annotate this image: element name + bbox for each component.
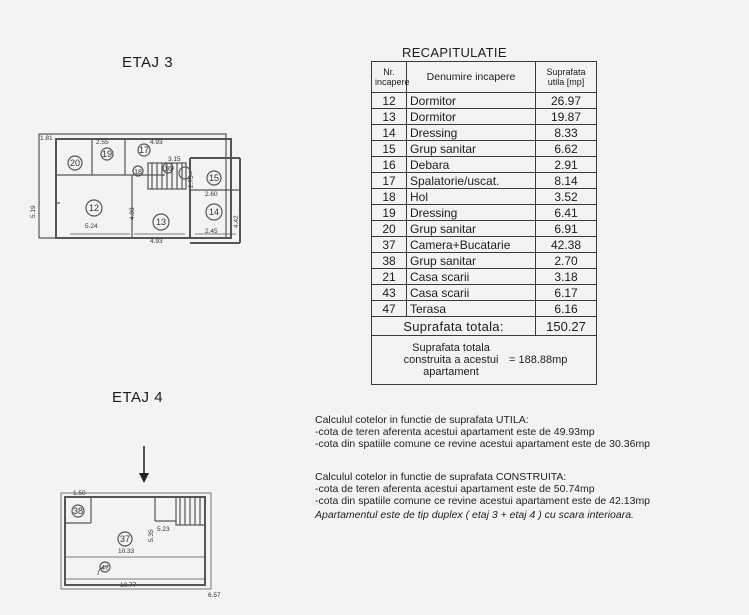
table-row: [372, 109, 597, 125]
recap-rows: [372, 93, 597, 317]
room-name-cell: Debara: [407, 157, 536, 173]
dim-label: 4.93: [150, 139, 163, 146]
total-row: [372, 317, 597, 336]
down-arrow-icon: [138, 446, 150, 489]
room-area-cell: 6.41: [536, 205, 597, 221]
room-nr-cell: 21: [372, 269, 407, 285]
room-name-cell: Terasa: [407, 301, 536, 317]
room-name-cell: Dressing: [407, 205, 536, 221]
room-nr-cell: 20: [372, 221, 407, 237]
table-row: [372, 221, 597, 237]
calc-utila-block: [315, 414, 650, 450]
room-nr-cell: 37: [372, 237, 407, 253]
built-area-label: Suprafata totala construita a acestui apartament: [403, 342, 499, 378]
room-nr-cell: 15: [372, 141, 407, 157]
floor-plan-etaj4-drawing: [58, 487, 221, 602]
built-area-cell: [372, 336, 597, 385]
room-nr-cell: 47: [372, 301, 407, 317]
room-number: 16: [164, 166, 172, 173]
floor-plan-etaj3: [30, 128, 245, 250]
room-area-cell: 26.97: [536, 93, 597, 109]
room-nr-cell: 16: [372, 157, 407, 173]
dim-label: 10.33: [118, 548, 135, 555]
room-area-cell: 6.17: [536, 285, 597, 301]
room-number: 18: [134, 169, 142, 176]
room-name-cell: Grup sanitar: [407, 253, 536, 269]
room-number: 38: [72, 506, 84, 516]
dim-label: 5.35: [148, 529, 155, 542]
room-number: 14: [208, 207, 220, 217]
room-name-cell: Dressing: [407, 125, 536, 141]
room-area-cell: 42.38: [536, 237, 597, 253]
room-number: 19: [101, 149, 113, 159]
etaj3-label: ETAJ 3: [122, 54, 174, 71]
room-number: 15: [208, 173, 220, 183]
room-nr-cell: 43: [372, 285, 407, 301]
dim-label: 1.50: [73, 490, 86, 497]
dim-label: 2.45: [205, 228, 218, 235]
table-row: [372, 269, 597, 285]
dim-label: 5.23: [157, 526, 170, 533]
room-nr-cell: 13: [372, 109, 407, 125]
room-name-cell: Grup sanitar: [407, 141, 536, 157]
built-area-row: [372, 336, 597, 385]
built-area-value: = 188.88mp: [509, 354, 568, 366]
header-nr: Nr. incapere: [372, 62, 407, 93]
room-nr-cell: 17: [372, 173, 407, 189]
dim-label: 2.60: [205, 191, 218, 198]
table-row: [372, 237, 597, 253]
header-area: Suprafata utila [mp]: [536, 62, 597, 93]
room-number: 47: [101, 565, 109, 572]
room-area-cell: 3.52: [536, 189, 597, 205]
duplex-footnote: Apartamentul este de tip duplex ( etaj 3 + etaj 4 ) cu scara interioara.: [315, 509, 634, 521]
header-name: Denumire incapere: [407, 62, 536, 93]
etaj4-label: ETAJ 4: [112, 389, 164, 406]
room-name-cell: Hol: [407, 189, 536, 205]
floor-plan-etaj4: [58, 487, 221, 602]
dim-label: 5.24: [85, 223, 98, 230]
room-name-cell: Camera+Bucatarie: [407, 237, 536, 253]
room-area-cell: 6.62: [536, 141, 597, 157]
room-nr-cell: 38: [372, 253, 407, 269]
room-number: 37: [119, 534, 131, 544]
calc-construita-teren: -cota de teren aferenta acestui apartament este de 50.74mp: [315, 483, 595, 495]
table-row: [372, 125, 597, 141]
calc-utila-title: Calculul cotelor in functie de suprafata UTILA:: [315, 414, 529, 426]
dim-label: 2.75: [188, 175, 195, 188]
dim-label: 5.19: [30, 205, 37, 218]
dim-label: 1.81: [40, 135, 53, 142]
room-name-cell: Dormitor: [407, 109, 536, 125]
room-area-cell: 8.33: [536, 125, 597, 141]
calc-utila-comune: -cota din spatiile comune ce revine acestui apartament este de 30.36mp: [315, 438, 651, 450]
dim-label: 10.77: [120, 582, 137, 589]
dim-label: 3.15: [168, 156, 181, 163]
room-name-cell: Dormitor: [407, 93, 536, 109]
table-row: [372, 205, 597, 221]
recap-table: [371, 61, 597, 385]
room-number: 20: [69, 158, 81, 168]
room-name-cell: Casa scarii: [407, 269, 536, 285]
recap-title: RECAPITULATIE: [402, 45, 507, 60]
calc-construita-block: [315, 471, 650, 521]
table-header-row: [372, 62, 597, 93]
room-name-cell: Spalatorie/uscat.: [407, 173, 536, 189]
table-row: [372, 253, 597, 269]
table-row: [372, 301, 597, 317]
table-row: [372, 157, 597, 173]
calc-construita-title: Calculul cotelor in functie de suprafata CONSTRUITA:: [315, 471, 567, 483]
table-row: [372, 285, 597, 301]
room-nr-cell: 19: [372, 205, 407, 221]
table-row: [372, 141, 597, 157]
room-number: 17: [138, 145, 150, 155]
room-area-cell: 8.14: [536, 173, 597, 189]
room-area-cell: 6.16: [536, 301, 597, 317]
dim-label: 6.57: [208, 592, 221, 599]
floor-plan-etaj3-drawing: [30, 128, 245, 250]
dim-label: 4.03: [129, 207, 136, 220]
room-number: 13: [155, 217, 167, 227]
room-nr-cell: 12: [372, 93, 407, 109]
room-area-cell: 6.91: [536, 221, 597, 237]
table-row: [372, 93, 597, 109]
room-name-cell: Casa scarii: [407, 285, 536, 301]
room-nr-cell: 14: [372, 125, 407, 141]
dim-label: 2.55: [96, 139, 109, 146]
room-nr-cell: 18: [372, 189, 407, 205]
dim-label: 4.93: [150, 238, 163, 245]
room-area-cell: 2.91: [536, 157, 597, 173]
room-number: 12: [88, 203, 100, 213]
dim-label: 4.42: [233, 215, 240, 228]
total-label: Suprafata totala:: [372, 317, 536, 336]
calc-construita-comune: -cota din spatiile comune ce revine acestui apartament este de 42.13mp: [315, 495, 651, 507]
room-area-cell: 19.87: [536, 109, 597, 125]
table-row: [372, 189, 597, 205]
room-name-cell: Grup sanitar: [407, 221, 536, 237]
room-area-cell: 2.70: [536, 253, 597, 269]
room-area-cell: 3.18: [536, 269, 597, 285]
calc-utila-teren: -cota de teren aferenta acestui apartament este de 49.93mp: [315, 426, 595, 438]
table-row: [372, 173, 597, 189]
total-value: 150.27: [536, 317, 597, 336]
